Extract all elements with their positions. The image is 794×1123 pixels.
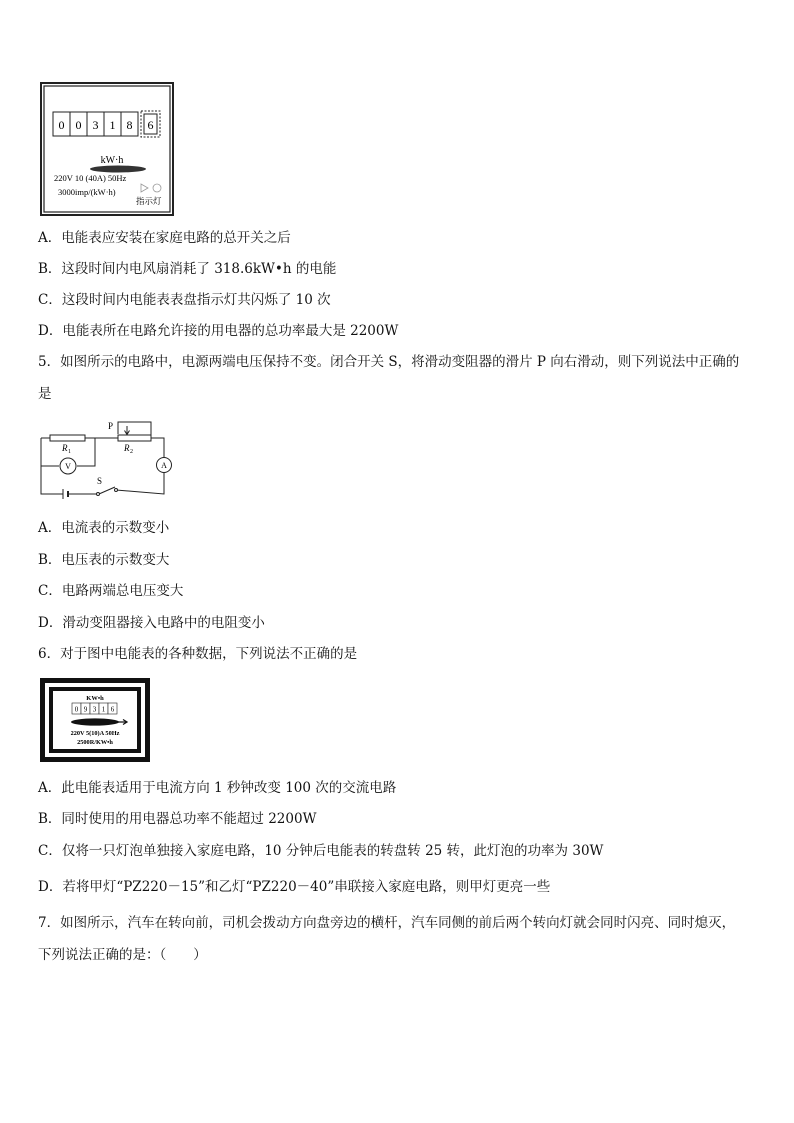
q5-stem-cont: 是: [38, 386, 52, 402]
q4-option-b: B．这段时间内电风扇消耗了 318.6kW•h 的电能: [38, 261, 337, 277]
q6-option-b: B．同时使用的用电器总功率不能超过 2200W: [38, 811, 317, 827]
meter2-digit: 1: [101, 705, 106, 714]
label-r2: R: [124, 443, 130, 453]
q5-option-c: C．电路两端总电压变大: [38, 583, 184, 599]
q6-option-c: C．仅将一只灯泡单独接入家庭电路，10 分钟后电能表的转盘转 25 转，此灯泡的功率为 30W: [38, 843, 604, 859]
meter1-digit: 1: [109, 118, 116, 132]
q4-option-c: C．这段时间内电能表表盘指示灯共闪烁了 10 次: [38, 292, 331, 308]
q5-option-d: D．滑动变阻器接入电路中的电阻变小: [38, 615, 265, 631]
meter-figure-1: [40, 82, 174, 216]
circuit-diagram: [38, 418, 178, 502]
meter1-unit: kW·h: [100, 155, 124, 166]
meter1-digit: 8: [126, 118, 133, 132]
label-s: S: [97, 476, 103, 486]
meter1-disc: [90, 166, 146, 173]
label-r2-sub: 2: [130, 449, 133, 455]
slider-p-arrow-icon: [125, 426, 130, 435]
q4-option-d: D．电能表所在电路允许接的用电器的总功率最大是 2200W: [38, 323, 399, 339]
q7-stem: 7．如图所示，汽车在转向前，司机会拨动方向盘旁边的横杆，汽车同侧的前后两个转向灯就会同时闪亮、同时熄灭，: [38, 915, 736, 931]
label-a: A: [161, 461, 167, 470]
q7-stem-cont: 下列说法正确的是：（ ）: [38, 947, 207, 963]
label-v: V: [65, 462, 71, 471]
meter1-imp: 3000imp/(kW·h): [58, 187, 116, 197]
label-r1-sub: 1: [68, 449, 71, 455]
q6-option-a: A．此电能表适用于电流方向 1 秒钟改变 100 次的交流电路: [38, 780, 397, 796]
meter-figure-2: [40, 678, 150, 762]
meter1-digit: 3: [92, 118, 99, 132]
meter2-digit: 6: [110, 705, 115, 714]
rheostat-r2: [118, 435, 151, 441]
switch-s-lever: [99, 487, 115, 494]
meter2-spec: 220V 5(10)A 50Hz: [70, 730, 120, 737]
meter2-disc: [71, 718, 119, 725]
meter2-digit: 0: [74, 705, 79, 714]
resistor-r1: [50, 435, 85, 441]
meter1-spec: 220V 10 (40A) 50Hz: [54, 173, 127, 183]
meter2-rev: 2500R/KW•h: [77, 739, 113, 746]
label-p: P: [108, 421, 114, 431]
q5-option-a: A．电流表的示数变小: [38, 520, 170, 536]
meter2-unit: KW•h: [86, 695, 104, 702]
meter2-digit: 3: [92, 705, 97, 714]
label-r1: R: [62, 443, 68, 453]
q6-stem: 6．对于图中电能表的各种数据，下列说法不正确的是: [38, 646, 358, 662]
meter1-digit-boxes: [53, 111, 160, 137]
meter1-indicator-label: 指示灯: [136, 196, 162, 206]
q5-stem: 5．如图所示的电路中，电源两端电压保持不变。闭合开关 S，将滑动变阻器的滑片 P 向右滑动，则下列说法中正确的: [38, 354, 740, 370]
meter1-digit: 0: [75, 118, 82, 132]
q4-option-a: A．电能表应安装在家庭电路的总开关之后: [38, 230, 291, 246]
q6-option-d: D．若将甲灯“PZ220－15”和乙灯“PZ220－40”串联接入家庭电路，则甲灯更亮一些: [38, 879, 551, 895]
meter1-digit: 0: [58, 118, 65, 132]
meter2-digit: 9: [83, 705, 88, 714]
q5-option-b: B．电压表的示数变大: [38, 552, 170, 568]
meter1-digit: 6: [147, 118, 154, 132]
